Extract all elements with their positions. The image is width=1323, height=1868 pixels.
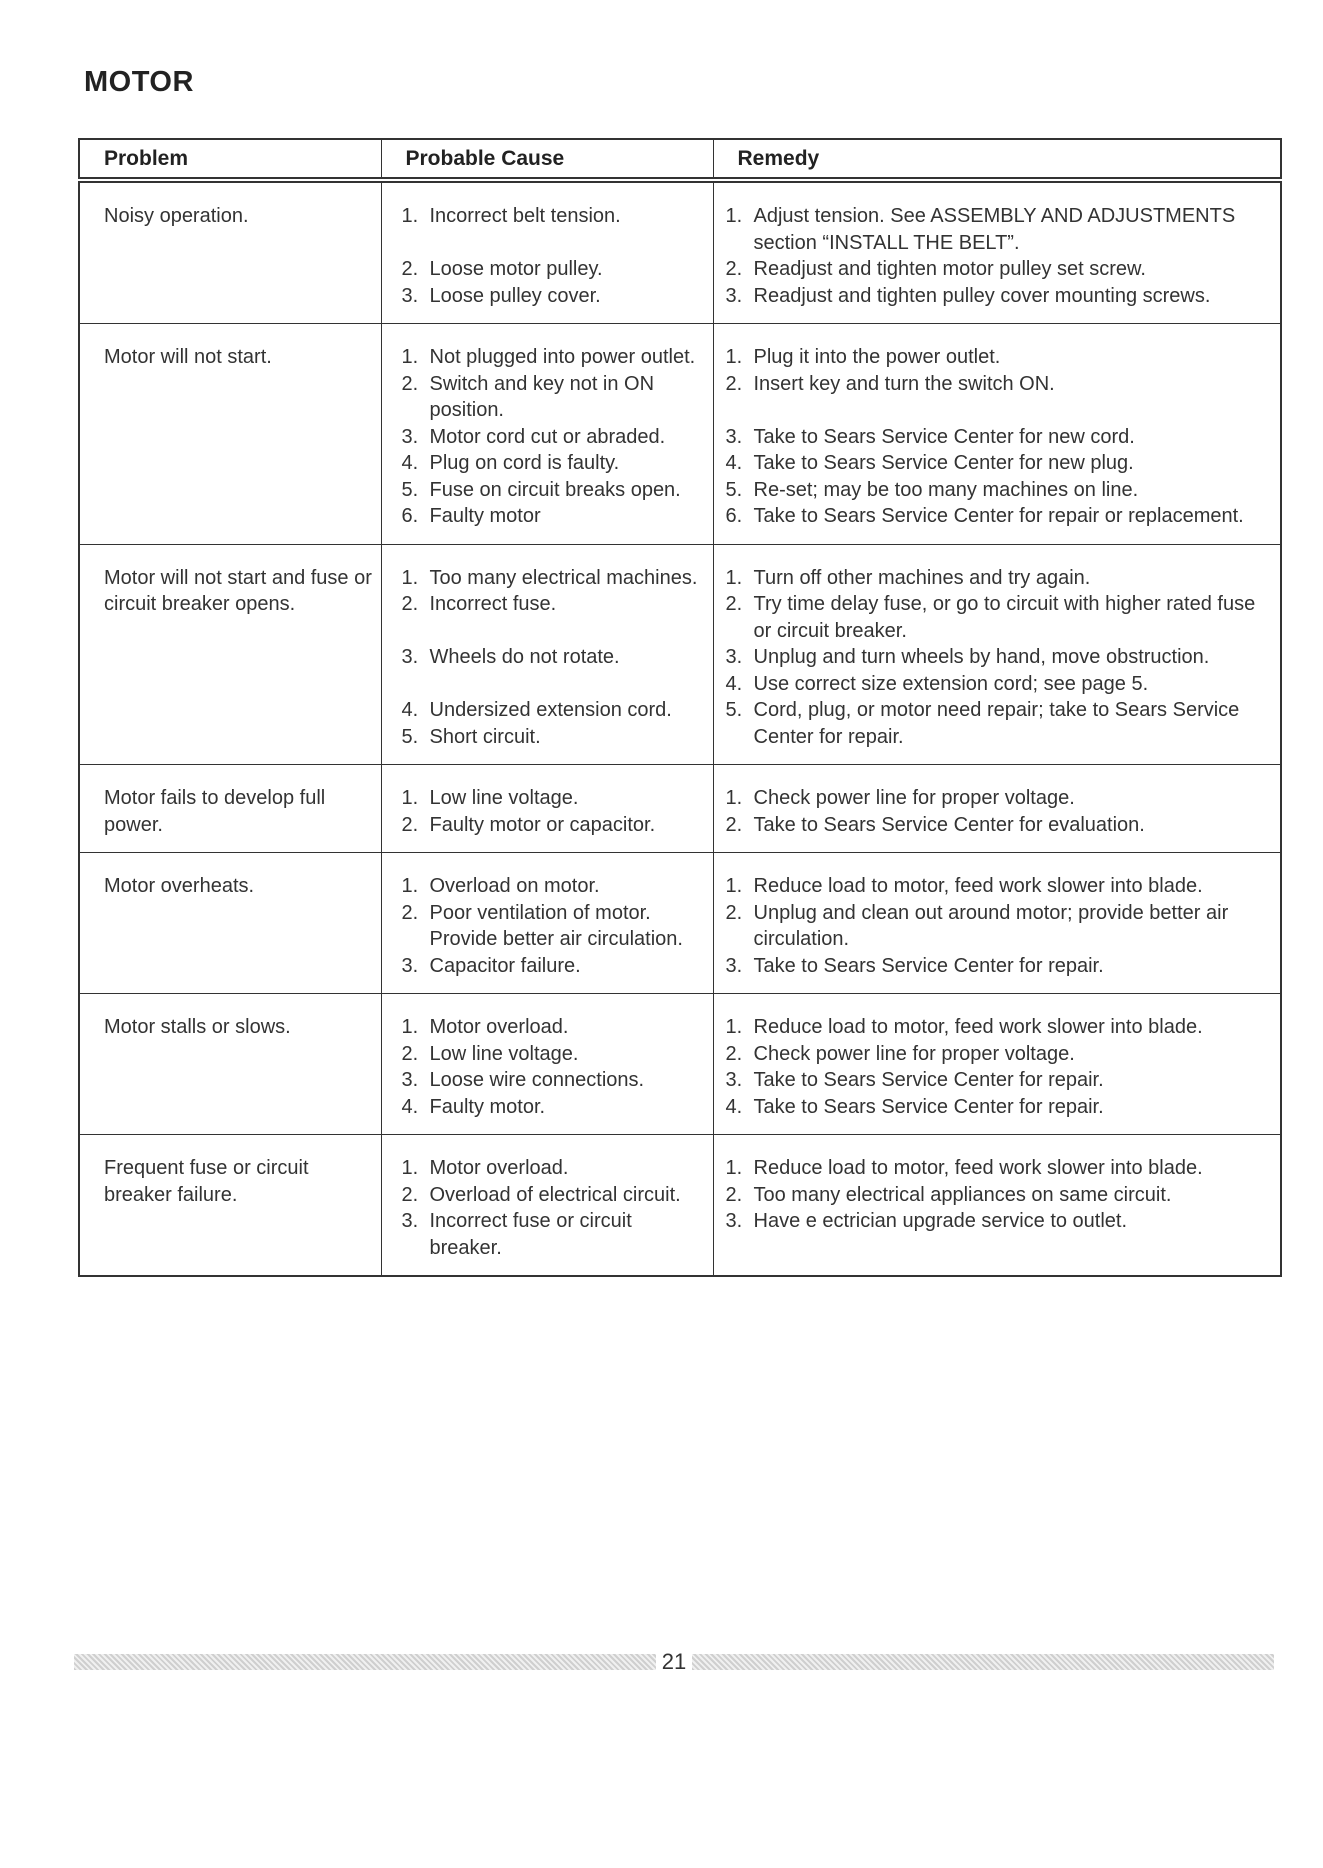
cause-item	[402, 1014, 707, 1041]
cause-number: 3.	[401, 1069, 419, 1091]
remedy-text: Check power line for proper voltage.	[753, 787, 1075, 809]
remedy-text: Reduce load to motor, feed work slower into blade.	[753, 1016, 1203, 1038]
cause-number: 2.	[401, 258, 419, 280]
cause-number: 2.	[401, 372, 419, 395]
remedy-number: 3.	[725, 646, 743, 668]
remedy-number: 3.	[725, 954, 743, 977]
remedy-text: Adjust tension. See ASSEMBLY AND ADJUSTMENTS section “INSTALL THE BELT”.	[753, 205, 1236, 254]
remedy-item	[726, 565, 1277, 592]
remedy-cell	[713, 1135, 1281, 1277]
cause-text: Loose motor pulley.	[429, 258, 603, 280]
remedy-cell	[713, 180, 1281, 324]
remedy-text: Reduce load to motor, feed work slower into blade.	[753, 875, 1203, 897]
cause-number: 3.	[401, 284, 419, 307]
cause-text: Motor cord cut or abraded.	[429, 425, 666, 448]
remedy-item	[726, 1041, 1277, 1068]
remedy-number: 1.	[725, 1157, 743, 1179]
cause-text: Fuse on circuit breaks open.	[429, 478, 681, 501]
problem-cell: Motor fails to develop full power.	[79, 765, 381, 853]
cause-item	[402, 785, 707, 812]
page-number: 21	[661, 1649, 687, 1674]
remedy-item	[726, 477, 1277, 504]
remedy-item	[726, 953, 1277, 980]
cause-number: 5.	[401, 725, 419, 748]
cause-text: Faulty motor.	[429, 1095, 546, 1118]
remedy-item	[726, 1182, 1277, 1209]
remedy-item	[726, 671, 1277, 698]
remedy-item	[726, 697, 1277, 750]
cause-cell	[381, 765, 713, 853]
cause-text: Plug on cord is faulty.	[429, 452, 620, 474]
cause-item	[402, 565, 707, 592]
remedy-number: 1.	[725, 787, 743, 809]
cause-number: 4.	[401, 452, 419, 474]
remedy-number: 2.	[725, 258, 743, 280]
remedy-item	[726, 812, 1277, 839]
header-problem: Problem	[79, 139, 381, 180]
cause-text: Low line voltage.	[429, 1042, 579, 1065]
cause-number: 3.	[401, 425, 419, 448]
cause-text: Faulty motor	[429, 505, 541, 527]
problem-cell: Motor will not start.	[79, 324, 381, 545]
problem-cell: Motor will not start and fuse or circuit breaker opens.	[79, 544, 381, 765]
cause-number: 1.	[401, 205, 419, 227]
remedy-cell	[713, 994, 1281, 1135]
table-row	[79, 994, 1281, 1135]
remedy-text: Reduce load to motor, feed work slower into blade.	[753, 1157, 1203, 1179]
cause-cell	[381, 180, 713, 324]
troubleshooting-table	[78, 138, 1282, 1277]
cause-item	[402, 503, 707, 530]
problem-cell: Noisy operation.	[79, 180, 381, 324]
cause-text: Short circuit.	[429, 725, 541, 748]
remedy-number: 2.	[725, 1042, 743, 1065]
remedy-number: 2.	[725, 593, 743, 615]
cause-item	[402, 873, 707, 900]
remedy-item	[726, 424, 1277, 451]
cause-text: Low line voltage.	[429, 787, 579, 809]
remedy-number: 1.	[725, 875, 743, 897]
remedy-number: 1.	[725, 566, 743, 589]
remedy-text: Too many electrical appliances on same circuit.	[753, 1183, 1172, 1206]
remedy-item	[726, 203, 1277, 256]
remedy-number: 3.	[725, 1069, 743, 1091]
cause-cell	[381, 1135, 713, 1277]
cause-number: 3.	[401, 954, 419, 977]
remedy-text: Take to Sears Service Center for repair.	[753, 954, 1104, 977]
cause-item	[402, 1155, 707, 1182]
cause-text: Incorrect fuse or circuit breaker.	[429, 1210, 632, 1259]
remedy-text: Plug it into the power outlet.	[753, 346, 1001, 368]
remedy-text: Use correct size extension cord; see page 5.	[753, 672, 1149, 695]
cause-item	[402, 477, 707, 504]
remedy-number: 1.	[725, 1016, 743, 1038]
cause-cell	[381, 544, 713, 765]
remedy-text: Take to Sears Service Center for repair.	[753, 1095, 1104, 1118]
remedy-number: 5.	[725, 699, 743, 721]
cause-number: 4.	[401, 1095, 419, 1118]
remedy-item	[726, 1094, 1277, 1121]
remedy-text: Have e ectrician upgrade service to outlet.	[753, 1210, 1128, 1232]
remedy-text: Re-set; may be too many machines on line.	[753, 478, 1139, 501]
remedy-item	[726, 450, 1277, 477]
remedy-text: Turn off other machines and try again.	[753, 566, 1091, 589]
remedy-cell	[713, 544, 1281, 765]
footer-bar-right	[692, 1654, 1274, 1670]
cause-text: Not plugged into power outlet.	[429, 346, 696, 368]
table-row	[79, 544, 1281, 765]
table-row	[79, 853, 1281, 994]
cause-item	[402, 1182, 707, 1209]
remedy-item	[726, 900, 1277, 953]
remedy-item	[726, 591, 1277, 644]
remedy-number: 2.	[725, 901, 743, 924]
cause-cell	[381, 324, 713, 545]
cause-item	[402, 1067, 707, 1094]
remedy-number: 4.	[725, 1095, 743, 1118]
remedy-item	[726, 1014, 1277, 1041]
remedy-item	[726, 1208, 1277, 1235]
remedy-item	[726, 503, 1277, 530]
cause-item	[402, 203, 707, 230]
cause-text: Loose wire connections.	[429, 1069, 645, 1091]
cause-number: 2.	[401, 901, 419, 924]
problem-cell: Motor overheats.	[79, 853, 381, 994]
cause-number: 1.	[401, 1016, 419, 1038]
remedy-number: 3.	[725, 284, 743, 307]
cause-text: Incorrect fuse.	[429, 593, 557, 615]
cause-number: 1.	[401, 875, 419, 897]
cause-text: Switch and key not in ON position.	[429, 372, 655, 421]
cause-item	[402, 900, 707, 953]
remedy-cell	[713, 324, 1281, 545]
remedy-text: Cord, plug, or motor need repair; take to Sears Service Center for repair.	[753, 699, 1240, 748]
remedy-item	[726, 1067, 1277, 1094]
header-remedy: Remedy	[713, 139, 1281, 180]
remedy-number: 1.	[725, 205, 743, 227]
remedy-item	[726, 344, 1277, 371]
remedy-cell	[713, 765, 1281, 853]
remedy-text: Unplug and clean out around motor; provide better air circulation.	[753, 901, 1229, 950]
table-row	[79, 324, 1281, 545]
cause-item	[402, 953, 707, 980]
cause-number: 1.	[401, 1157, 419, 1179]
cause-number: 1.	[401, 787, 419, 809]
cause-number: 2.	[401, 813, 419, 836]
page-title: MOTOR	[84, 66, 194, 98]
cause-item	[402, 1041, 707, 1068]
cause-item	[402, 344, 707, 371]
cause-item	[402, 371, 707, 424]
cause-number: 5.	[401, 478, 419, 501]
cause-item	[402, 424, 707, 451]
cause-item	[402, 256, 707, 283]
cause-item	[402, 1094, 707, 1121]
remedy-number: 2.	[725, 372, 743, 395]
remedy-number: 1.	[725, 346, 743, 368]
cause-text: Incorrect belt tension.	[429, 205, 621, 227]
table-row	[79, 1135, 1281, 1277]
remedy-number: 2.	[725, 1183, 743, 1206]
table-row	[79, 180, 1281, 324]
remedy-number: 3.	[725, 1210, 743, 1232]
cause-cell	[381, 853, 713, 994]
remedy-text: Readjust and tighten motor pulley set screw.	[753, 258, 1146, 280]
cause-text: Motor overload.	[429, 1157, 569, 1179]
remedy-item	[726, 873, 1277, 900]
remedy-item	[726, 371, 1277, 398]
remedy-text: Take to Sears Service Center for new plug.	[753, 452, 1134, 474]
remedy-text: Readjust and tighten pulley cover mounting screws.	[753, 284, 1211, 307]
cause-text: Overload on motor.	[429, 875, 600, 897]
header-probable-cause: Probable Cause	[381, 139, 713, 180]
cause-text: Overload of electrical circuit.	[429, 1183, 681, 1206]
cause-number: 3.	[401, 1210, 419, 1232]
page-footer	[74, 1649, 1274, 1674]
problem-cell: Frequent fuse or circuit breaker failure.	[79, 1135, 381, 1277]
cause-text: Faulty motor or capacitor.	[429, 813, 656, 836]
cause-text: Capacitor failure.	[429, 954, 581, 977]
remedy-text: Take to Sears Service Center for repair or replacement.	[753, 505, 1244, 527]
remedy-item	[726, 1155, 1277, 1182]
remedy-number: 2.	[725, 813, 743, 836]
cause-text: Wheels do not rotate.	[429, 646, 620, 668]
remedy-text: Take to Sears Service Center for repair.	[753, 1069, 1104, 1091]
table-row	[79, 765, 1281, 853]
remedy-text: Take to Sears Service Center for new cord.	[753, 425, 1135, 448]
cause-item	[402, 283, 707, 310]
remedy-item	[726, 256, 1277, 283]
cause-text: Loose pulley cover.	[429, 284, 601, 307]
cause-number: 4.	[401, 699, 419, 721]
remedy-text: Unplug and turn wheels by hand, move obstruction.	[753, 646, 1210, 668]
cause-text: Too many electrical machines.	[429, 566, 698, 589]
cause-item	[402, 697, 707, 724]
cause-item	[402, 644, 707, 671]
cause-number: 2.	[401, 1042, 419, 1065]
remedy-text: Try time delay fuse, or go to circuit with higher rated fuse or circuit breaker.	[753, 593, 1256, 642]
cause-item	[402, 1208, 707, 1261]
remedy-item	[726, 283, 1277, 310]
cause-number: 2.	[401, 593, 419, 615]
cause-item	[402, 591, 707, 618]
cause-item	[402, 724, 707, 751]
remedy-number: 4.	[725, 452, 743, 474]
cause-item	[402, 812, 707, 839]
cause-number: 6.	[401, 505, 419, 527]
remedy-cell	[713, 853, 1281, 994]
cause-text: Motor overload.	[429, 1016, 569, 1038]
cause-number: 1.	[401, 566, 419, 589]
cause-item	[402, 450, 707, 477]
problem-cell: Motor stalls or slows.	[79, 994, 381, 1135]
cause-text: Poor ventilation of motor. Provide better air circulation.	[429, 901, 683, 950]
remedy-number: 6.	[725, 505, 743, 527]
remedy-text: Insert key and turn the switch ON.	[753, 372, 1055, 395]
remedy-text: Check power line for proper voltage.	[753, 1042, 1075, 1065]
remedy-text: Take to Sears Service Center for evaluation.	[753, 813, 1145, 836]
remedy-item	[726, 785, 1277, 812]
remedy-number: 4.	[725, 672, 743, 695]
cause-cell	[381, 994, 713, 1135]
remedy-item	[726, 644, 1277, 671]
cause-text: Undersized extension cord.	[429, 699, 672, 721]
remedy-number: 3.	[725, 425, 743, 448]
cause-number: 2.	[401, 1183, 419, 1206]
cause-number: 1.	[401, 346, 419, 368]
remedy-number: 5.	[725, 478, 743, 501]
cause-number: 3.	[401, 646, 419, 668]
table-header-row	[79, 139, 1281, 180]
footer-bar-left	[74, 1654, 656, 1670]
